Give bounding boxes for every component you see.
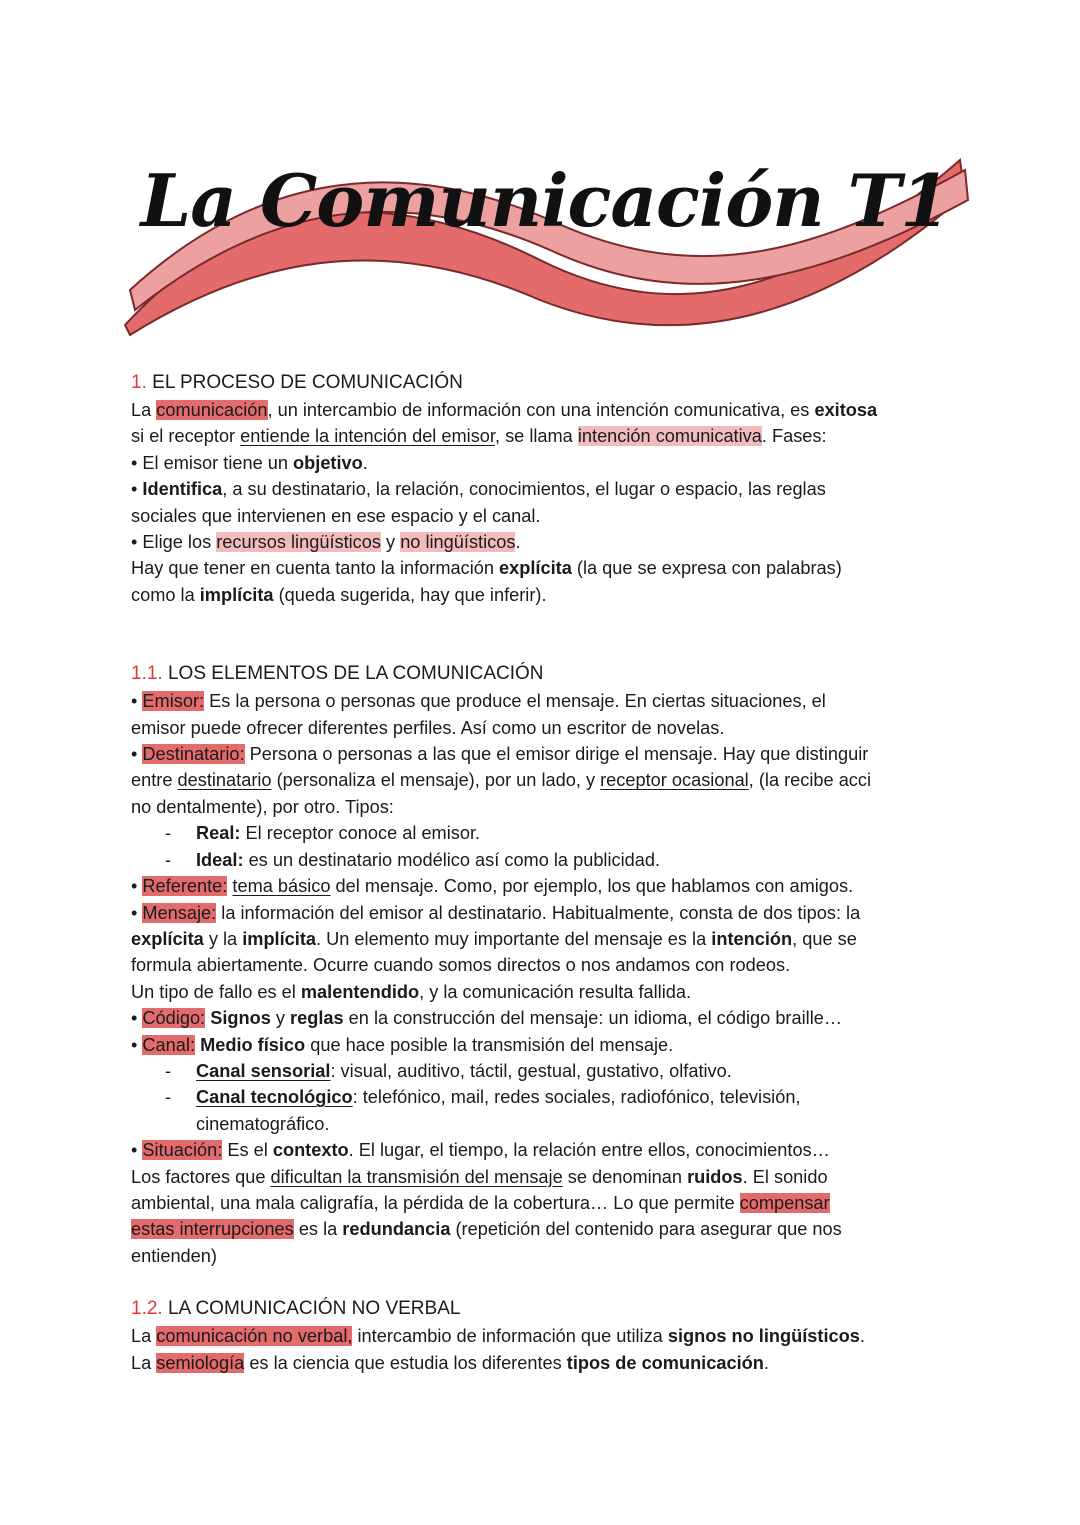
bullet-item: • Identifica, a su destinatario, la relación, conocimientos, el lugar o espacio, las reglas (131, 479, 826, 500)
element-situacion: • Situación: Es el contexto. El lugar, el tiempo, la relación entre ellos, conocimientos… (131, 1140, 830, 1161)
paragraph: Hay que tener en cuenta tanto la información explícita (la que se expresa con palabras) (131, 558, 842, 579)
title-banner (120, 140, 970, 340)
section-1-2-heading: 1.2. LA COMUNICACIÓN NO VERBAL (131, 1298, 461, 1320)
bullet-item: • Elige los recursos lingüísticos y no lingüísticos. (131, 532, 521, 553)
section-1-heading: 1. EL PROCESO DE COMUNICACIÓN (131, 372, 463, 393)
paragraph: cinematográfico. (196, 1113, 330, 1134)
paragraph: explícita y la implícita. Un elemento muy importante del mensaje es la intención, que se (131, 928, 857, 949)
element-referente: • Referente: tema básico del mensaje. Como, por ejemplo, los que hablamos con amigos. (131, 876, 854, 897)
bullet-item: • El emisor tiene un objetivo. (131, 452, 368, 473)
element-codigo: • Código: Signos y reglas en la construcción del mensaje: un idioma, el código braille… (131, 1008, 843, 1029)
paragraph: La comunicación, un intercambio de información con una intención comunicativa, es exitosa (131, 400, 878, 420)
paragraph: entre destinatario (personaliza el mensaje), por un lado, y receptor ocasional, (la recibe acci (131, 770, 872, 791)
paragraph: sociales que intervienen en ese espacio y el canal. (131, 505, 541, 526)
element-mensaje: • Mensaje: la información del emisor al destinatario. Habitualmente, consta de dos tipos: la (131, 902, 861, 923)
paragraph: Los factores que dificultan la transmisión del mensaje se denominan ruidos. El sonido (131, 1166, 828, 1187)
paragraph: La comunicación no verbal, intercambio de información que utiliza signos no lingüísticos. (131, 1326, 865, 1347)
paragraph: no dentalmente), por otro. Tipos: (131, 796, 394, 817)
document-body (131, 369, 961, 1376)
dash-item: - Canal tecnológico: telefónico, mail, redes sociales, radiofónico, televisión, (131, 1084, 961, 1110)
dash-item: - Ideal: es un destinatario modélico así como la publicidad. (131, 847, 961, 873)
element-emisor: • Emisor: Es la persona o personas que produce el mensaje. En ciertas situaciones, el (131, 691, 826, 712)
paragraph: estas interrupciones es la redundancia (repetición del contenido para asegurar que nos (131, 1219, 842, 1240)
paragraph: ambiental, una mala caligrafía, la pérdida de la cobertura… Lo que permite compensar (131, 1192, 830, 1213)
element-destinatario: • Destinatario: Persona o personas a las que el emisor dirige el mensaje. Hay que distinguir (131, 744, 869, 765)
paragraph: emisor puede ofrecer diferentes perfiles. Así como un escritor de novelas. (131, 717, 725, 738)
paragraph: como la implícita (queda sugerida, hay que inferir). (131, 584, 547, 605)
paragraph: entienden) (131, 1245, 217, 1266)
paragraph: Un tipo de fallo es el malentendido, y la comunicación resulta fallida. (131, 981, 692, 1002)
page-title: La Comunicación T1 (140, 158, 950, 243)
dash-item: - Canal sensorial: visual, auditivo, táctil, gestual, gustativo, olfativo. (131, 1058, 961, 1084)
dash-item: - Real: El receptor conoce al emisor. (131, 820, 961, 846)
paragraph: formula abiertamente. Ocurre cuando somos directos o nos andamos con rodeos. (131, 955, 791, 976)
paragraph: La semiología es la ciencia que estudia los diferentes tipos de comunicación. (131, 1352, 769, 1373)
paragraph: si el receptor entiende la intención del emisor, se llama intención comunicativa. Fases: (131, 426, 827, 447)
element-canal: • Canal: Medio físico que hace posible la transmisión del mensaje. (131, 1034, 674, 1055)
section-1-1-heading: 1.1. LOS ELEMENTOS DE LA COMUNICACIÓN (131, 663, 544, 685)
